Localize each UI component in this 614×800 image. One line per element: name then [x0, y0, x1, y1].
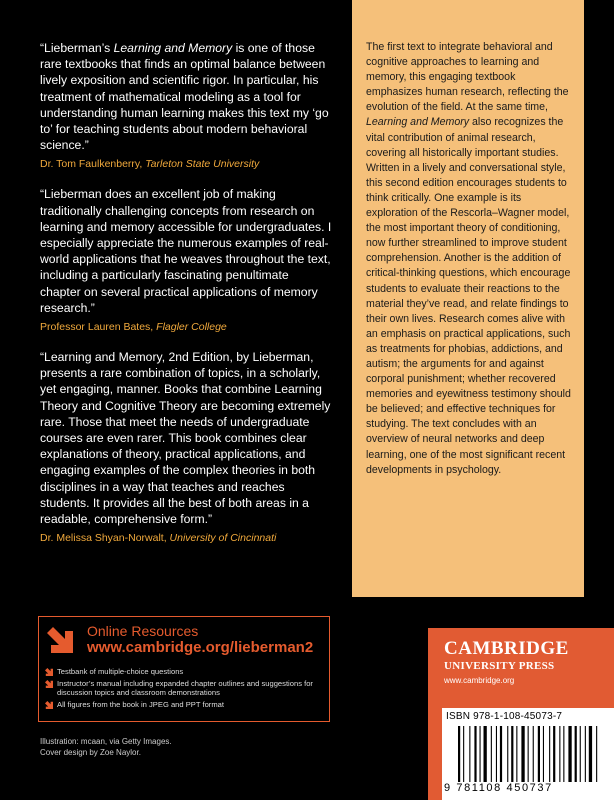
barcode-bars	[444, 726, 612, 782]
online-resources-title: Online Resources	[87, 623, 199, 639]
list-item: Instructor’s manual including expanded chapter outlines and suggestions for discussion topics and classroom demonstrations	[45, 679, 325, 698]
arrow-down-right-icon	[45, 668, 53, 676]
online-resources-list	[45, 667, 325, 711]
quote-attribution: Professor Lauren Bates, Flagler College	[40, 321, 227, 334]
quote-shyan-norwalt	[40, 349, 332, 544]
barcode-digits: 9 781108 450737	[444, 782, 553, 794]
publisher-subname: UNIVERSITY PRESS	[444, 660, 555, 672]
quote-text: “Lieberman’s Learning and Memory is one of those rare textbooks that finds an optimal balance between lively exposition and scientific rigor. In particular, his treatment of mathematical modeling as a tool for understanding human learning makes this text my ‘go to’ for teaching students about modern behavioral science.”	[40, 41, 329, 153]
quote-attribution: Dr. Tom Faulkenberry, Tarleton State University	[40, 158, 260, 171]
isbn-label: ISBN 978-1-108-45073-7	[446, 711, 563, 722]
list-item: All figures from the book in JPEG and PPT format	[45, 700, 325, 710]
description-panel	[352, 0, 584, 597]
online-resources-url[interactable]: www.cambridge.org/lieberman2	[87, 639, 314, 656]
list-item: Testbank of multiple-choice questions	[45, 667, 325, 677]
arrow-down-right-icon	[45, 701, 53, 709]
publisher-block	[428, 628, 614, 800]
endorsements	[40, 40, 332, 560]
quote-text: “Learning and Memory, 2nd Edition, by Lieberman, presents a rare combination of topics, in a scholarly, yet engaging, manner. Books that combine Learning Theory and Cognitive Theory are becoming extremely rare. Those that meet the needs of undergraduate courses are even rarer. This book combines clear explanations of theory, practical applications, and engaging examples of the complex theories in both disciplines in a way that teaches and reaches students. It provides all the best of both areas in a readable, comprehensive form.”	[40, 350, 331, 527]
quote-attribution: Dr. Melissa Shyan-Norwalt, University of Cincinnati	[40, 532, 277, 545]
arrow-down-right-icon	[45, 680, 53, 688]
online-resources-box	[38, 616, 330, 722]
illustration-credit: Illustration: mcaan, via Getty Images.	[40, 737, 172, 746]
cover-credits	[40, 736, 172, 758]
publisher-website[interactable]: www.cambridge.org	[444, 676, 515, 685]
description-text: The first text to integrate behavioral and cognitive approaches to learning and memory, this engaging textbook emphasizes human research, reflecting the evolution of the field. At the same time, Learning and Memory also recognizes the vital contribution of animal research, covering all historically important studies. Written in a lively and conversational style, this second edition encourages students to think critically. One example is its exploration of the Rescorla–Wagner model, the most important theory of conditioning, now further streamlined to improve student comprehension. Another is the addition of critical-thinking questions, which encourage students to evaluate their reactions to the material they’ve read, and relate findings to their own lives. Research comes alive with an emphasis on practical applications, such as treatments for phobias, addictions, and autism; the arguments for and against corporal punishment; whether recovered memories and eyewitness testimony should be believed; and effective techniques for studying. The text concludes with an overview of neural networks and deep learning, one of the most significant recent developments in psychology.	[366, 41, 571, 476]
design-credit: Cover design by Zoe Naylor.	[40, 748, 141, 757]
online-resources-header	[39, 617, 327, 661]
quote-faulkenberry	[40, 40, 332, 170]
arrow-down-right-icon	[45, 625, 75, 655]
quote-text: “Lieberman does an excellent job of making traditionally challenging concepts from research on learning and memory accessible for undergraduates. I especially appreciate the numerous examples of real-world applications that he weaves throughout the text, including a particularly fascinating penultimate chapter on several practical applications of memory research.”	[40, 187, 332, 315]
barcode	[442, 708, 614, 800]
quote-bates	[40, 186, 332, 333]
publisher-name: CAMBRIDGE	[444, 638, 569, 659]
